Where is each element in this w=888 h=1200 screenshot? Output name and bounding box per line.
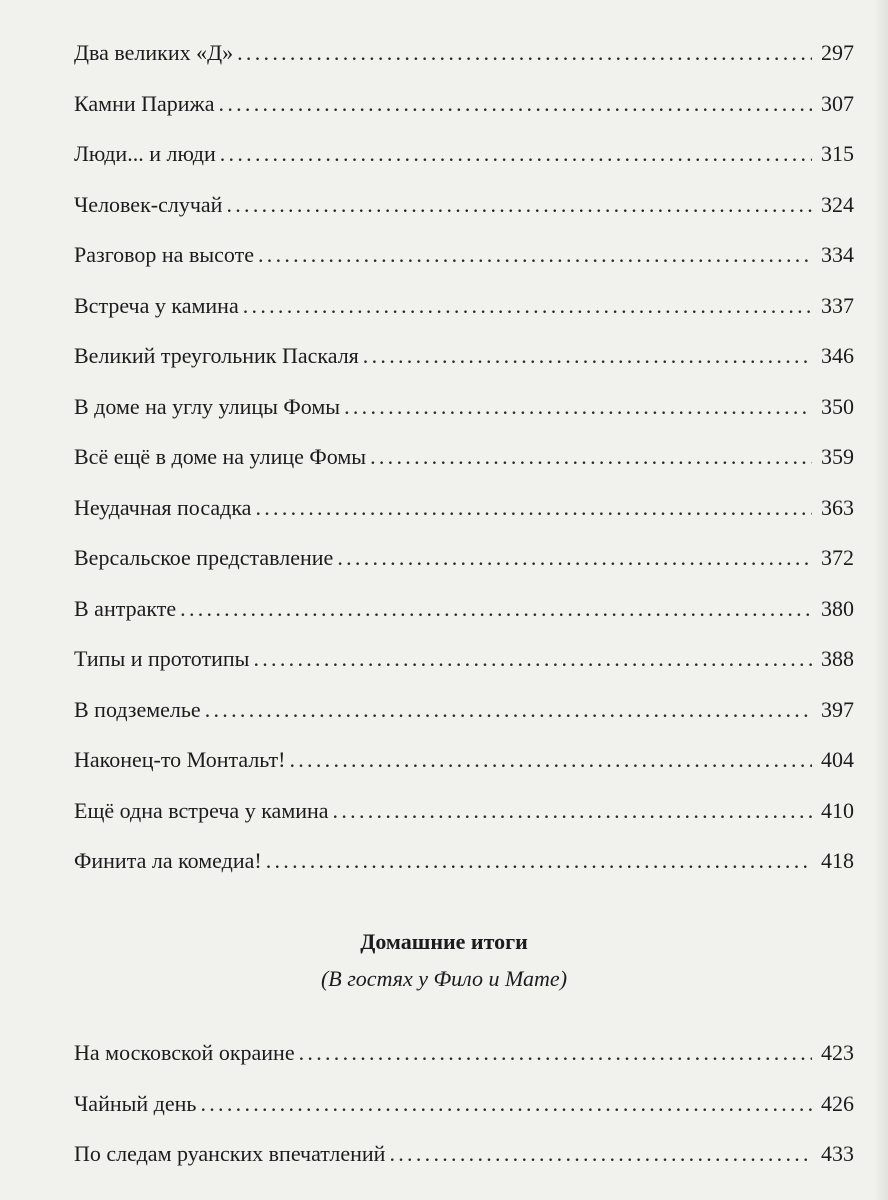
toc-entry-title: Всё ещё в доме на улице Фомы [74, 444, 367, 469]
toc-entry-title: В антракте [74, 595, 177, 621]
toc-entry-title: На московской окраине [74, 1040, 295, 1065]
toc-entry-page-number: 359 [821, 444, 854, 469]
dot-leader [237, 28, 812, 79]
toc-entry-title: Наконец-то Монтальт! [74, 747, 286, 772]
toc-entry-page-number: 404 [821, 747, 854, 772]
toc-entry-title: Камни Парижа [74, 90, 215, 116]
toc-entry-title: Разговор на высоте [74, 242, 254, 267]
toc-entry-page-number: 334 [821, 242, 854, 267]
dot-leader [344, 382, 812, 433]
dot-leader [253, 634, 812, 685]
toc-entry-page-number: 324 [821, 191, 854, 217]
dot-leader [219, 79, 812, 130]
toc-entry [74, 1028, 854, 1079]
dot-leader [333, 786, 812, 837]
toc-entry-title: Два великих «Д» [74, 40, 234, 65]
toc-entry-page-number: 315 [821, 141, 854, 166]
section-heading: Домашние итоги [360, 929, 528, 954]
toc-entry [74, 382, 854, 433]
dot-leader [289, 735, 812, 786]
toc-entry-page-number: 423 [821, 1040, 854, 1065]
dot-leader [255, 483, 812, 534]
toc-entry-page-number: 350 [821, 393, 854, 419]
dot-leader [180, 584, 812, 635]
toc-entry-title: Человек-случай [74, 191, 223, 217]
toc-entry-page-number: 410 [821, 797, 854, 823]
toc-entry [74, 685, 854, 736]
toc-entry [74, 584, 854, 635]
toc-entry [74, 281, 854, 332]
toc-entry [74, 28, 854, 79]
toc-entry-title: Ещё одна встреча у камина [74, 797, 329, 823]
table-of-contents-main [74, 28, 854, 887]
page-edge-shadow [874, 0, 888, 1200]
toc-entry-title: В подземелье [74, 696, 201, 722]
section-subheading: (В гостях у Фило и Мате) [320, 966, 568, 991]
toc-entry-title: Финита ла комедиа! [74, 848, 262, 873]
toc-entry-page-number: 380 [821, 595, 854, 621]
toc-entry [74, 331, 854, 382]
toc-entry-title: Великий треугольник Паскаля [74, 343, 359, 368]
dot-leader [243, 281, 812, 332]
toc-entry [74, 129, 854, 180]
toc-entry [74, 180, 854, 231]
dot-leader [220, 129, 812, 180]
dot-leader [370, 432, 812, 483]
toc-entry-page-number: 418 [821, 848, 854, 873]
toc-entry-page-number: 372 [821, 545, 854, 570]
dot-leader [205, 685, 812, 736]
toc-entry [74, 735, 854, 786]
toc-entry [74, 836, 854, 887]
toc-entry [74, 79, 854, 130]
toc-entry-title: Неудачная посадка [74, 494, 252, 520]
toc-entry [74, 634, 854, 685]
dot-leader [226, 180, 812, 231]
toc-entry-title: В доме на углу улицы Фомы [74, 393, 341, 419]
toc-entry-page-number: 337 [821, 292, 854, 318]
toc-entry-title: По следам руанских впечатлений [74, 1141, 386, 1166]
toc-entry [74, 1129, 854, 1180]
toc-entry-title: Типы и прототипы [74, 646, 250, 671]
toc-entry [74, 1079, 854, 1130]
dot-leader [258, 230, 812, 281]
toc-entry-page-number: 426 [821, 1090, 854, 1116]
toc-entry-page-number: 297 [821, 40, 854, 65]
dot-leader [266, 836, 812, 887]
toc-entry [74, 786, 854, 837]
toc-entry-page-number: 307 [821, 90, 854, 116]
toc-entry [74, 483, 854, 534]
toc-entry [74, 533, 854, 584]
toc-entry-title: Чайный день [74, 1090, 197, 1116]
toc-entry-page-number: 397 [821, 696, 854, 722]
toc-entry-page-number: 433 [821, 1141, 854, 1166]
toc-entry [74, 432, 854, 483]
table-of-contents-section [74, 1028, 854, 1180]
dot-leader [389, 1129, 812, 1180]
dot-leader [200, 1079, 812, 1130]
dot-leader [299, 1028, 812, 1079]
toc-entry-page-number: 388 [821, 646, 854, 671]
toc-entry-page-number: 346 [821, 343, 854, 368]
toc-entry-title: Версальское представление [74, 545, 334, 570]
toc-entry-page-number: 363 [821, 494, 854, 520]
dot-leader [337, 533, 812, 584]
toc-entry [74, 230, 854, 281]
toc-entry-title: Встреча у камина [74, 292, 239, 318]
toc-entry-title: Люди... и люди [74, 141, 216, 166]
dot-leader [363, 331, 812, 382]
